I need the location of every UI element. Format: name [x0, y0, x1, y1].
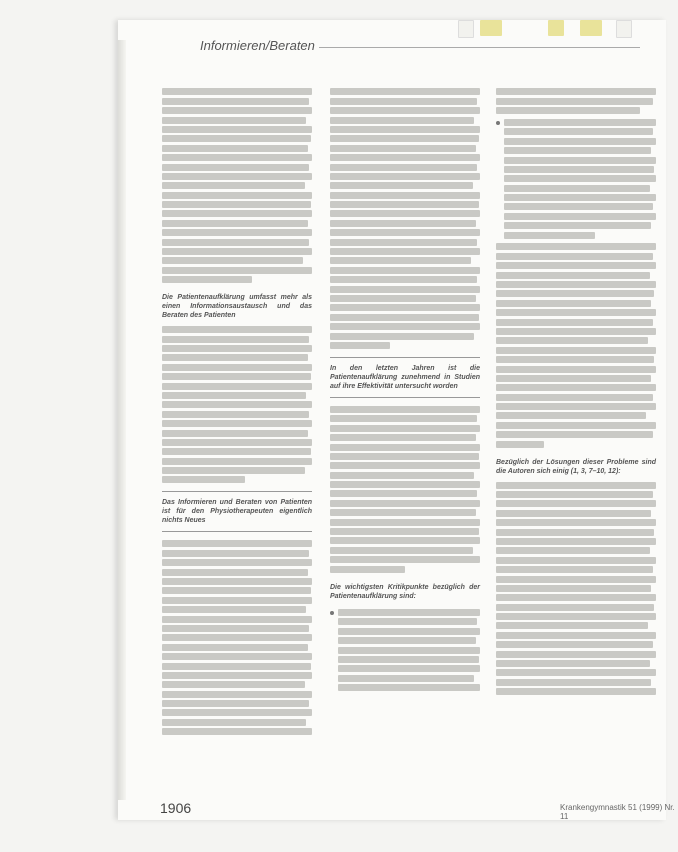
bullet-item	[496, 117, 656, 241]
bullet-icon	[496, 121, 500, 125]
running-header	[200, 38, 640, 56]
text-column-2	[330, 86, 480, 693]
highlight-box	[162, 491, 312, 532]
journal-footer: Krankengymnastik 51 (1999) Nr. 11	[560, 803, 675, 821]
sticky-tab	[580, 20, 602, 36]
section-heading: Die wichtigsten Kritikpunkte bezüglich der Patientenaufklärung sind:	[330, 583, 480, 600]
bullet-icon	[330, 611, 334, 615]
highlight-box	[330, 357, 480, 398]
page-tab	[616, 20, 632, 38]
section-heading: Das Informieren und Beraten von Patienten ist für den Physiotherapeuten eigentlich nichts Neues	[162, 499, 312, 525]
page-tab	[458, 20, 474, 38]
section-heading: Die Patientenaufklärung umfasst mehr als einen Informationsaustausch und das Beraten des Patienten	[162, 294, 312, 320]
section-heading: Bezüglich der Lösungen dieser Probleme sind die Autoren sich einig (1, 3, 7–10, 12):	[496, 458, 656, 475]
page-number: 1906	[160, 800, 192, 816]
header-title: Informieren/Beraten	[200, 38, 319, 53]
sticky-tab	[480, 20, 502, 36]
bullet-item	[330, 607, 480, 694]
text-column-1	[162, 86, 312, 738]
text-column-3	[496, 86, 656, 698]
sticky-tab	[548, 20, 564, 36]
section-heading: In den letzten Jahren ist die Patientenaufklärung zunehmend in Studien auf ihre Effektivität untersucht worden	[330, 364, 480, 390]
book-spine-shadow	[118, 40, 126, 800]
